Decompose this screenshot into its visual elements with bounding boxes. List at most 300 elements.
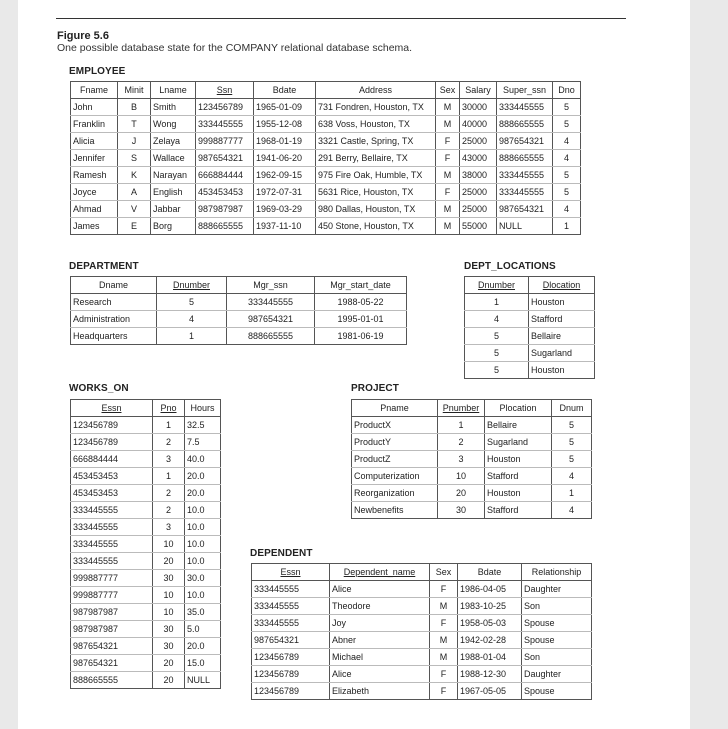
works-on-cell: 20.0 xyxy=(185,638,221,655)
dependent-cell: Daughter xyxy=(522,581,592,598)
employee-cell: 888665555 xyxy=(497,116,553,133)
works-on-cell: 7.5 xyxy=(185,434,221,451)
department-cell: 1 xyxy=(157,328,227,345)
works-on-cell: 453453453 xyxy=(71,485,153,502)
works-on-cell: 10 xyxy=(153,536,185,553)
dependent-cell: 1983-10-25 xyxy=(458,598,522,615)
dependent-cell: Son xyxy=(522,598,592,615)
employee-cell: M xyxy=(436,201,460,218)
project-cell: ProductZ xyxy=(352,451,438,468)
dept-locations-column-header: Dnumber xyxy=(465,277,529,294)
dept-locations-table xyxy=(464,276,595,379)
dependent-cell: Spouse xyxy=(522,683,592,700)
works-on-row xyxy=(71,672,221,689)
works-on-cell: 666884444 xyxy=(71,451,153,468)
employee-column-header: Lname xyxy=(151,82,196,99)
employee-cell: English xyxy=(151,184,196,201)
employee-cell: 975 Fire Oak, Humble, TX xyxy=(316,167,436,184)
department-title: DEPARTMENT xyxy=(69,261,139,272)
dependent-row xyxy=(252,632,592,649)
employee-cell: 666884444 xyxy=(196,167,254,184)
dependent-row xyxy=(252,615,592,632)
works-on-cell: 2 xyxy=(153,502,185,519)
employee-cell: 1968-01-19 xyxy=(254,133,316,150)
employee-row xyxy=(71,99,581,116)
project-cell: Houston xyxy=(485,485,552,502)
project-row xyxy=(352,434,592,451)
project-row xyxy=(352,502,592,519)
works-on-cell: 20.0 xyxy=(185,468,221,485)
department-row xyxy=(71,294,407,311)
dept-locations-cell: Houston xyxy=(529,362,595,379)
works-on-row xyxy=(71,570,221,587)
project-cell: Reorganization xyxy=(352,485,438,502)
employee-cell: 1972-07-31 xyxy=(254,184,316,201)
works-on-column-header: Pno xyxy=(153,400,185,417)
works-on-cell: 333445555 xyxy=(71,536,153,553)
employee-cell: 980 Dallas, Houston, TX xyxy=(316,201,436,218)
dependent-header-row xyxy=(252,564,592,581)
employee-cell: M xyxy=(436,116,460,133)
dependent-cell: Daughter xyxy=(522,666,592,683)
employee-row xyxy=(71,116,581,133)
works-on-cell: 30 xyxy=(153,570,185,587)
works-on-cell: 3 xyxy=(153,451,185,468)
employee-cell: 638 Voss, Houston, TX xyxy=(316,116,436,133)
works-on-cell: 40.0 xyxy=(185,451,221,468)
project-cell: Bellaire xyxy=(485,417,552,434)
department-column-header: Mgr_start_date xyxy=(315,277,407,294)
works-on-row xyxy=(71,638,221,655)
works-on-cell: 10 xyxy=(153,587,185,604)
employee-cell: Borg xyxy=(151,218,196,235)
employee-cell: 450 Stone, Houston, TX xyxy=(316,218,436,235)
dependent-cell: Alice xyxy=(330,666,430,683)
employee-cell: 888665555 xyxy=(196,218,254,235)
employee-cell: Wong xyxy=(151,116,196,133)
works-on-row xyxy=(71,621,221,638)
dependent-cell: F xyxy=(430,666,458,683)
project-cell: Stafford xyxy=(485,468,552,485)
employee-cell: 1962-09-15 xyxy=(254,167,316,184)
works-on-cell: 20 xyxy=(153,672,185,689)
project-cell: Sugarland xyxy=(485,434,552,451)
dependent-title: DEPENDENT xyxy=(250,548,313,559)
works-on-cell: 20 xyxy=(153,553,185,570)
department-cell: 1981-06-19 xyxy=(315,328,407,345)
works-on-cell: 30 xyxy=(153,621,185,638)
employee-cell: Alicia xyxy=(71,133,118,150)
project-cell: 4 xyxy=(552,502,592,519)
employee-cell: Wallace xyxy=(151,150,196,167)
employee-cell: 43000 xyxy=(460,150,497,167)
project-column-header: Pnumber xyxy=(438,400,485,417)
works-on-row xyxy=(71,451,221,468)
project-header-row xyxy=(352,400,592,417)
dependent-cell: M xyxy=(430,598,458,615)
employee-cell: Joyce xyxy=(71,184,118,201)
employee-cell: 5 xyxy=(553,167,581,184)
dependent-cell: F xyxy=(430,615,458,632)
works-on-cell: 32.5 xyxy=(185,417,221,434)
employee-cell: Narayan xyxy=(151,167,196,184)
dependent-column-header: Relationship xyxy=(522,564,592,581)
works-on-cell: 10.0 xyxy=(185,502,221,519)
dependent-cell: 123456789 xyxy=(252,683,330,700)
works-on-cell: 20.0 xyxy=(185,485,221,502)
employee-cell: 333445555 xyxy=(196,116,254,133)
employee-cell: Franklin xyxy=(71,116,118,133)
works-on-row xyxy=(71,655,221,672)
works-on-cell: 30.0 xyxy=(185,570,221,587)
project-cell: 4 xyxy=(552,468,592,485)
dependent-cell: 1967-05-05 xyxy=(458,683,522,700)
employee-row xyxy=(71,167,581,184)
employee-row xyxy=(71,218,581,235)
works-on-cell: 10.0 xyxy=(185,553,221,570)
employee-cell: 453453453 xyxy=(196,184,254,201)
employee-cell: 4 xyxy=(553,201,581,218)
dept-locations-row xyxy=(465,362,595,379)
employee-column-header: Super_ssn xyxy=(497,82,553,99)
dept-locations-row xyxy=(465,294,595,311)
dependent-cell: M xyxy=(430,632,458,649)
employee-cell: 1969-03-29 xyxy=(254,201,316,218)
project-cell: 5 xyxy=(552,451,592,468)
employee-cell: 1941-06-20 xyxy=(254,150,316,167)
works-on-cell: 123456789 xyxy=(71,434,153,451)
employee-cell: E xyxy=(118,218,151,235)
employee-row xyxy=(71,184,581,201)
dependent-column-header: Sex xyxy=(430,564,458,581)
dept-locations-cell: Bellaire xyxy=(529,328,595,345)
project-row xyxy=(352,417,592,434)
works-on-cell: 453453453 xyxy=(71,468,153,485)
dependent-cell: Elizabeth xyxy=(330,683,430,700)
works-on-row xyxy=(71,587,221,604)
employee-cell: A xyxy=(118,184,151,201)
dependent-cell: Alice xyxy=(330,581,430,598)
dependent-row xyxy=(252,666,592,683)
employee-cell: 291 Berry, Bellaire, TX xyxy=(316,150,436,167)
dependent-row xyxy=(252,598,592,615)
employee-column-header: Sex xyxy=(436,82,460,99)
dependent-cell: 333445555 xyxy=(252,581,330,598)
dependent-row xyxy=(252,581,592,598)
dept-locations-title: DEPT_LOCATIONS xyxy=(464,261,556,272)
employee-cell: S xyxy=(118,150,151,167)
employee-cell: 5 xyxy=(553,99,581,116)
figure-caption: One possible database state for the COMPANY relational database schema. xyxy=(57,42,413,54)
document-page xyxy=(18,0,690,729)
works-on-cell: 1 xyxy=(153,417,185,434)
works-on-cell: 10 xyxy=(153,604,185,621)
dependent-cell: 987654321 xyxy=(252,632,330,649)
employee-cell: J xyxy=(118,133,151,150)
employee-cell: NULL xyxy=(497,218,553,235)
employee-cell: James xyxy=(71,218,118,235)
employee-cell: T xyxy=(118,116,151,133)
employee-cell: V xyxy=(118,201,151,218)
dependent-cell: 333445555 xyxy=(252,598,330,615)
employee-cell: 123456789 xyxy=(196,99,254,116)
employee-cell: 1965-01-09 xyxy=(254,99,316,116)
employee-cell: 25000 xyxy=(460,133,497,150)
works-on-cell: 987987987 xyxy=(71,621,153,638)
employee-cell: 987654321 xyxy=(497,133,553,150)
dept-locations-row xyxy=(465,345,595,362)
employee-cell: 987654321 xyxy=(196,150,254,167)
employee-cell: F xyxy=(436,184,460,201)
works-on-row xyxy=(71,434,221,451)
employee-column-header: Address xyxy=(316,82,436,99)
dept-locations-cell: Stafford xyxy=(529,311,595,328)
dept-locations-cell: 5 xyxy=(465,362,529,379)
department-cell: 5 xyxy=(157,294,227,311)
employee-header-row xyxy=(71,82,581,99)
employee-cell: 1955-12-08 xyxy=(254,116,316,133)
employee-cell: Jabbar xyxy=(151,201,196,218)
project-row xyxy=(352,485,592,502)
figure-number: Figure 5.6 xyxy=(57,30,109,42)
department-cell: 1988-05-22 xyxy=(315,294,407,311)
employee-cell: 987987987 xyxy=(196,201,254,218)
employee-cell: 4 xyxy=(553,133,581,150)
works-on-cell: 5.0 xyxy=(185,621,221,638)
works-on-cell: 333445555 xyxy=(71,519,153,536)
project-cell: Stafford xyxy=(485,502,552,519)
dept-locations-cell: Houston xyxy=(529,294,595,311)
employee-cell: 333445555 xyxy=(497,99,553,116)
dependent-cell: Michael xyxy=(330,649,430,666)
dept-locations-cell: 5 xyxy=(465,345,529,362)
project-cell: ProductY xyxy=(352,434,438,451)
works-on-header-row xyxy=(71,400,221,417)
works-on-cell: 3 xyxy=(153,519,185,536)
dept-locations-row xyxy=(465,311,595,328)
project-cell: 5 xyxy=(552,434,592,451)
dependent-cell: Son xyxy=(522,649,592,666)
employee-row xyxy=(71,150,581,167)
dependent-cell: 1986-04-05 xyxy=(458,581,522,598)
works-on-cell: 987654321 xyxy=(71,638,153,655)
works-on-cell: 1 xyxy=(153,468,185,485)
project-column-header: Plocation xyxy=(485,400,552,417)
employee-cell: Zelaya xyxy=(151,133,196,150)
works-on-title: WORKS_ON xyxy=(69,383,129,394)
department-cell: 1995-01-01 xyxy=(315,311,407,328)
employee-row xyxy=(71,133,581,150)
department-cell: Headquarters xyxy=(71,328,157,345)
project-title: PROJECT xyxy=(351,383,399,394)
dependent-cell: 333445555 xyxy=(252,615,330,632)
dept-locations-header-row xyxy=(465,277,595,294)
employee-column-header: Fname xyxy=(71,82,118,99)
employee-table xyxy=(70,81,581,235)
works-on-row xyxy=(71,604,221,621)
works-on-row xyxy=(71,468,221,485)
project-cell: Houston xyxy=(485,451,552,468)
works-on-cell: 987654321 xyxy=(71,655,153,672)
employee-cell: 333445555 xyxy=(497,167,553,184)
works-on-row xyxy=(71,485,221,502)
works-on-cell: 2 xyxy=(153,434,185,451)
project-cell: ProductX xyxy=(352,417,438,434)
employee-cell: 987654321 xyxy=(497,201,553,218)
employee-column-header: Dno xyxy=(553,82,581,99)
works-on-cell: 333445555 xyxy=(71,502,153,519)
works-on-column-header: Essn xyxy=(71,400,153,417)
project-cell: Newbenefits xyxy=(352,502,438,519)
employee-cell: Jennifer xyxy=(71,150,118,167)
project-cell: 3 xyxy=(438,451,485,468)
works-on-row xyxy=(71,417,221,434)
project-row xyxy=(352,468,592,485)
dependent-cell: M xyxy=(430,649,458,666)
works-on-row xyxy=(71,519,221,536)
employee-cell: 333445555 xyxy=(497,184,553,201)
dependent-column-header: Dependent_name xyxy=(330,564,430,581)
project-cell: 1 xyxy=(552,485,592,502)
employee-cell: 888665555 xyxy=(497,150,553,167)
department-table xyxy=(70,276,407,345)
employee-title: EMPLOYEE xyxy=(69,66,126,77)
department-column-header: Dname xyxy=(71,277,157,294)
department-column-header: Mgr_ssn xyxy=(227,277,315,294)
project-row xyxy=(352,451,592,468)
project-cell: Computerization xyxy=(352,468,438,485)
works-on-cell: 999887777 xyxy=(71,570,153,587)
works-on-column-header: Hours xyxy=(185,400,221,417)
works-on-row xyxy=(71,502,221,519)
employee-cell: 38000 xyxy=(460,167,497,184)
employee-cell: M xyxy=(436,167,460,184)
employee-cell: K xyxy=(118,167,151,184)
employee-cell: 5 xyxy=(553,184,581,201)
project-column-header: Pname xyxy=(352,400,438,417)
employee-cell: 55000 xyxy=(460,218,497,235)
works-on-table xyxy=(70,399,221,689)
works-on-cell: 10.0 xyxy=(185,587,221,604)
works-on-cell: 10.0 xyxy=(185,536,221,553)
dependent-column-header: Essn xyxy=(252,564,330,581)
employee-cell: 4 xyxy=(553,150,581,167)
works-on-cell: 999887777 xyxy=(71,587,153,604)
project-table xyxy=(351,399,592,519)
dependent-cell: 1942-02-28 xyxy=(458,632,522,649)
works-on-cell: 333445555 xyxy=(71,553,153,570)
dept-locations-row xyxy=(465,328,595,345)
employee-column-header: Salary xyxy=(460,82,497,99)
project-cell: 1 xyxy=(438,417,485,434)
works-on-cell: 35.0 xyxy=(185,604,221,621)
employee-column-header: Minit xyxy=(118,82,151,99)
employee-cell: 1937-11-10 xyxy=(254,218,316,235)
dependent-column-header: Bdate xyxy=(458,564,522,581)
works-on-cell: 10.0 xyxy=(185,519,221,536)
employee-cell: 3321 Castle, Spring, TX xyxy=(316,133,436,150)
works-on-row xyxy=(71,536,221,553)
dependent-table xyxy=(251,563,592,700)
employee-cell: 1 xyxy=(553,218,581,235)
works-on-cell: NULL xyxy=(185,672,221,689)
works-on-cell: 20 xyxy=(153,655,185,672)
project-column-header: Dnum xyxy=(552,400,592,417)
employee-cell: 25000 xyxy=(460,184,497,201)
department-cell: 4 xyxy=(157,311,227,328)
department-cell: Administration xyxy=(71,311,157,328)
employee-cell: F xyxy=(436,133,460,150)
employee-cell: 5631 Rice, Houston, TX xyxy=(316,184,436,201)
works-on-cell: 987987987 xyxy=(71,604,153,621)
employee-cell: M xyxy=(436,218,460,235)
department-cell: 333445555 xyxy=(227,294,315,311)
dependent-cell: 1988-01-04 xyxy=(458,649,522,666)
works-on-cell: 15.0 xyxy=(185,655,221,672)
dependent-cell: Spouse xyxy=(522,615,592,632)
dependent-cell: Spouse xyxy=(522,632,592,649)
dept-locations-cell: 5 xyxy=(465,328,529,345)
employee-cell: M xyxy=(436,99,460,116)
department-header-row xyxy=(71,277,407,294)
department-row xyxy=(71,328,407,345)
employee-cell: 5 xyxy=(553,116,581,133)
employee-column-header: Bdate xyxy=(254,82,316,99)
dept-locations-cell: Sugarland xyxy=(529,345,595,362)
project-cell: 30 xyxy=(438,502,485,519)
works-on-cell: 123456789 xyxy=(71,417,153,434)
dependent-cell: 1988-12-30 xyxy=(458,666,522,683)
dependent-row xyxy=(252,649,592,666)
project-cell: 5 xyxy=(552,417,592,434)
dept-locations-cell: 4 xyxy=(465,311,529,328)
employee-cell: 999887777 xyxy=(196,133,254,150)
employee-cell: 25000 xyxy=(460,201,497,218)
dependent-cell: 123456789 xyxy=(252,649,330,666)
department-column-header: Dnumber xyxy=(157,277,227,294)
employee-cell: B xyxy=(118,99,151,116)
department-row xyxy=(71,311,407,328)
dependent-row xyxy=(252,683,592,700)
employee-cell: 40000 xyxy=(460,116,497,133)
employee-cell: 731 Fondren, Houston, TX xyxy=(316,99,436,116)
employee-column-header: Ssn xyxy=(196,82,254,99)
project-cell: 20 xyxy=(438,485,485,502)
employee-cell: John xyxy=(71,99,118,116)
employee-cell: Ahmad xyxy=(71,201,118,218)
employee-row xyxy=(71,201,581,218)
employee-cell: F xyxy=(436,150,460,167)
dependent-cell: 1958-05-03 xyxy=(458,615,522,632)
top-rule xyxy=(56,18,626,19)
department-cell: 987654321 xyxy=(227,311,315,328)
project-cell: 2 xyxy=(438,434,485,451)
dependent-cell: Abner xyxy=(330,632,430,649)
employee-cell: Smith xyxy=(151,99,196,116)
dept-locations-column-header: Dlocation xyxy=(529,277,595,294)
dependent-cell: Theodore xyxy=(330,598,430,615)
employee-cell: 30000 xyxy=(460,99,497,116)
dependent-cell: Joy xyxy=(330,615,430,632)
dependent-cell: F xyxy=(430,581,458,598)
dept-locations-cell: 1 xyxy=(465,294,529,311)
works-on-row xyxy=(71,553,221,570)
dependent-cell: F xyxy=(430,683,458,700)
dependent-cell: 123456789 xyxy=(252,666,330,683)
works-on-cell: 30 xyxy=(153,638,185,655)
project-cell: 10 xyxy=(438,468,485,485)
works-on-cell: 888665555 xyxy=(71,672,153,689)
